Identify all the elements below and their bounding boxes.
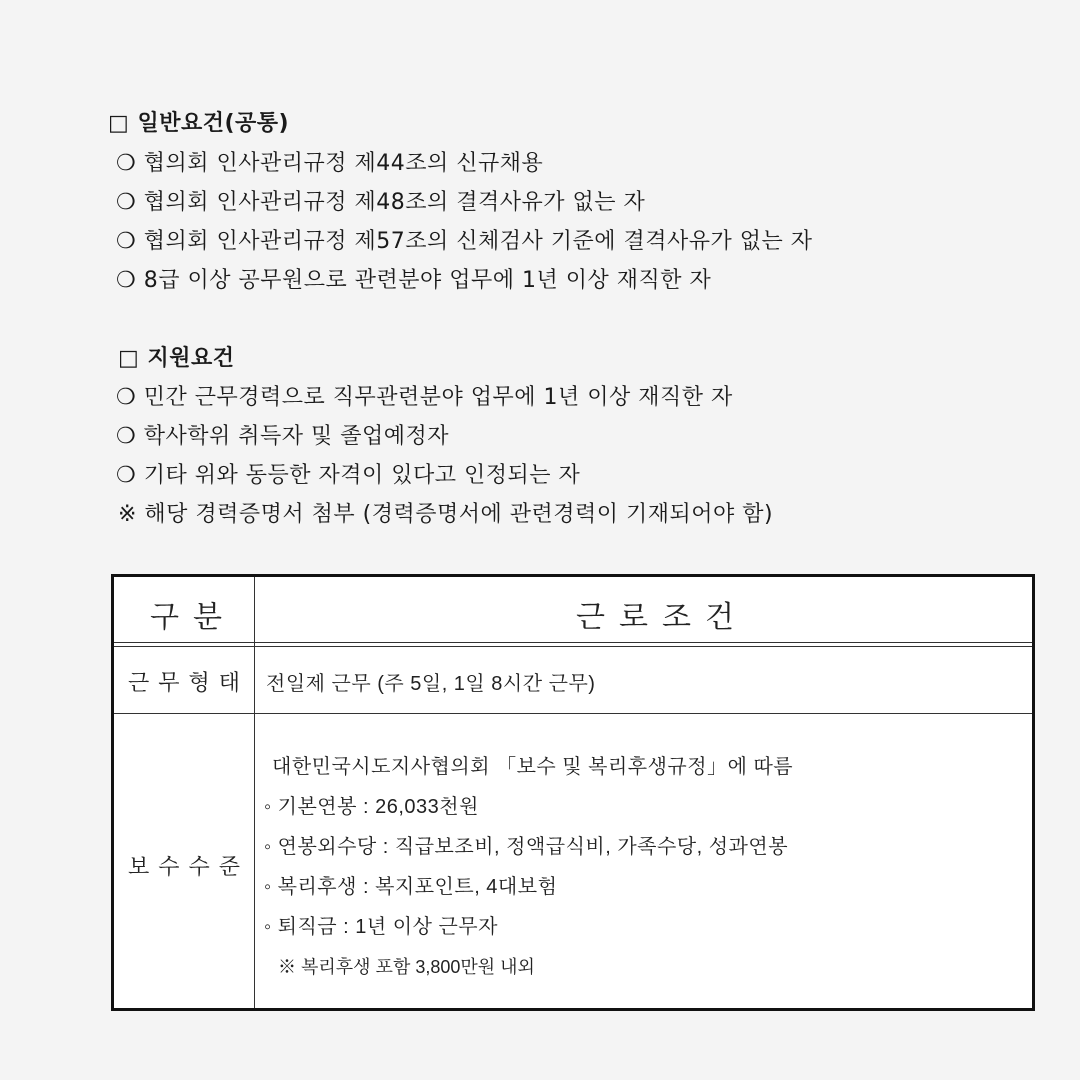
general-requirement-item: ❍ 협의회 인사관리규정 제57조의 신체검사 기준에 결격사유가 없는 자 — [116, 229, 813, 254]
salary-line: ◦ 복리후생 : 복지포인트, 4대보험 — [264, 876, 558, 898]
table-row-divider — [114, 713, 1032, 714]
application-requirement-item: ❍ 민간 근무경력으로 직무관련분야 업무에 1년 이상 재직한 자 — [116, 385, 733, 410]
table-header-divider — [114, 642, 1032, 647]
general-requirement-item: ❍ 협의회 인사관리규정 제48조의 결격사유가 없는 자 — [116, 190, 646, 215]
application-requirement-item: ❍ 학사학위 취득자 및 졸업예정자 — [116, 424, 449, 449]
working-conditions-table — [111, 574, 1035, 1011]
salary-line: 대한민국시도지사협의회 「보수 및 복리후생규정」에 따름 — [272, 756, 794, 778]
application-requirement-note: ※ 해당 경력증명서 첨부 (경력증명서에 관련경력이 기재되어야 함) — [118, 502, 774, 527]
row-label-work-type: 근무형태 — [128, 670, 250, 695]
application-requirements-title: □ 지원요건 — [118, 346, 235, 371]
table-header-conditions: 근로조건 — [576, 601, 748, 634]
general-requirement-item: ❍ 8급 이상 공무원으로 관련분야 업무에 1년 이상 재직한 자 — [116, 268, 712, 293]
salary-line: ◦ 퇴직금 : 1년 이상 근무자 — [264, 916, 498, 938]
general-requirements-title: □ 일반요건(공통) — [108, 111, 290, 136]
application-requirement-item: ❍ 기타 위와 동등한 자격이 있다고 인정되는 자 — [116, 463, 581, 488]
salary-note: ※ 복리후생 포함 3,800만원 내외 — [278, 957, 535, 977]
row-value-work-type: 전일제 근무 (주 5일, 1일 8시간 근무) — [266, 673, 596, 695]
table-header-category: 구분 — [150, 601, 236, 634]
row-label-salary: 보수수준 — [128, 854, 250, 879]
salary-line: ◦ 기본연봉 : 26,033천원 — [264, 796, 479, 818]
salary-line: ◦ 연봉외수당 : 직급보조비, 정액급식비, 가족수당, 성과연봉 — [264, 836, 789, 858]
general-requirement-item: ❍ 협의회 인사관리규정 제44조의 신규채용 — [116, 151, 544, 176]
